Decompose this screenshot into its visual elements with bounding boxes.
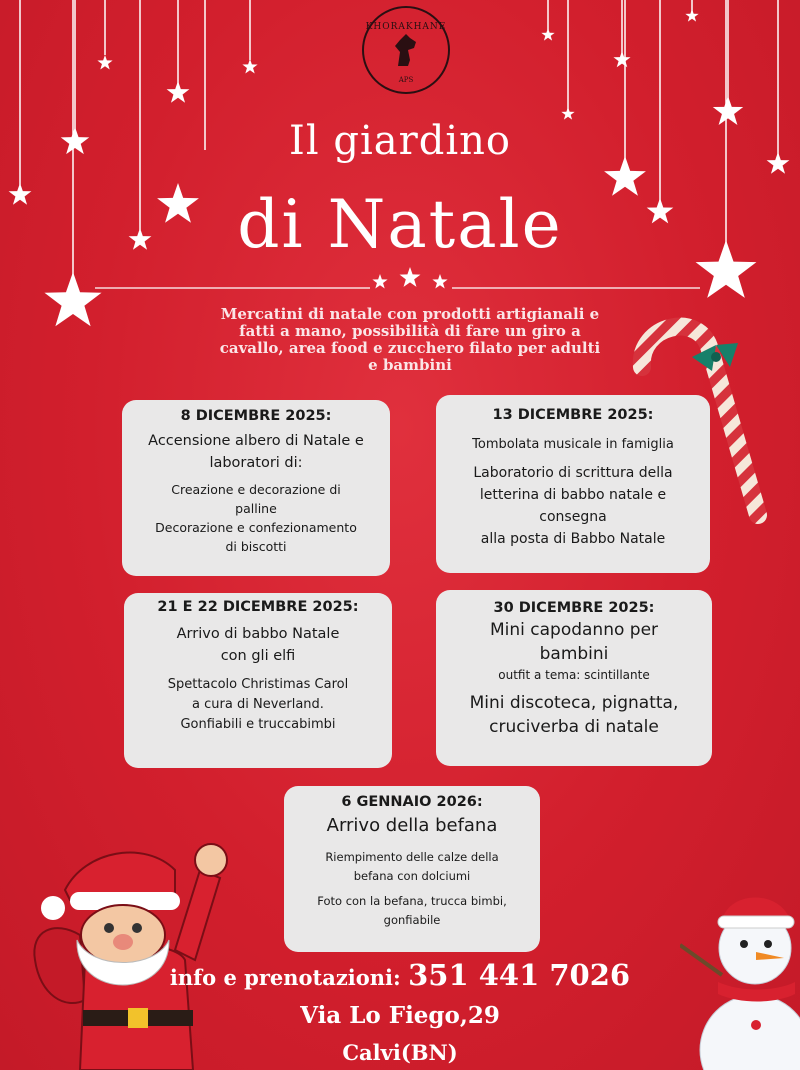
subtitle-line: e bambini (368, 356, 452, 374)
event-detail: Gonfiabili e truccabimbi (180, 717, 336, 732)
event-detail: Decorazione e confezionamento (155, 520, 357, 535)
event-card-13-dicembre (436, 395, 710, 573)
event-detail: Laboratorio di scrittura della (473, 465, 673, 481)
event-date: 30 DICEMBRE 2025: (493, 600, 655, 616)
event-detail: letterina di babbo natale e (479, 487, 667, 503)
event-date: 6 GENNAIO 2026: (341, 794, 483, 810)
event-note: outfit a tema: scintillante (498, 668, 650, 682)
event-detail: cruciverba di natale (489, 717, 659, 737)
title-line-2: di Natale (237, 186, 563, 263)
event-main: laboratori di: (209, 455, 303, 471)
contact-city: Calvi(BN) (342, 1040, 458, 1065)
event-detail: alla posta di Babbo Natale (480, 531, 666, 547)
event-detail: Riempimento delle calze della (325, 850, 499, 864)
subtitle (205, 306, 615, 374)
event-detail: befana con dolciumi (353, 869, 471, 883)
event-detail: Spettacolo Christimas Carol (167, 677, 349, 692)
contact-label: info e prenotazioni: (169, 965, 401, 990)
event-main: bambini (539, 644, 609, 664)
event-detail: Mini discoteca, pignatta, (469, 693, 679, 713)
horse-logo-icon (386, 30, 426, 70)
subtitle-line: fatti a mano, possibilità di fare un giro a (239, 322, 581, 340)
event-detail: a cura di Neverland. (192, 697, 324, 712)
event-main: con gli elfi (220, 648, 296, 664)
event-main: Arrivo della befana (326, 815, 498, 836)
logo-name: KHORAKHANE (365, 22, 447, 32)
title-line-1: Il giardino (289, 118, 511, 164)
contact-address: Via Lo Fiego,29 (300, 1002, 500, 1029)
event-card-8-dicembre (122, 400, 390, 576)
logo-suffix: APS (398, 76, 414, 84)
event-detail: Creazione e decorazione di (171, 482, 341, 497)
event-detail: di biscotti (225, 539, 287, 554)
event-card-30-dicembre (436, 590, 712, 766)
event-date: 13 DICEMBRE 2025: (492, 407, 654, 423)
contact-line (0, 958, 800, 992)
subtitle-line: Mercatini di natale con prodotti artigianali e (220, 305, 600, 323)
event-main: Accensione albero di Natale e (148, 433, 364, 449)
event-detail: gonfiabile (383, 913, 441, 927)
event-detail: Foto con la befana, trucca bimbi, (317, 894, 507, 908)
subtitle-line: cavallo, area food e zucchero filato per adulti (219, 339, 601, 357)
event-detail: consegna (539, 509, 607, 525)
event-card-6-gennaio (284, 786, 540, 952)
event-main: Mini capodanno per (489, 620, 659, 640)
event-date: 21 E 22 DICEMBRE 2025: (157, 599, 359, 615)
event-detail: palline (235, 501, 277, 516)
santa-claus-icon (25, 830, 240, 1070)
association-logo (362, 6, 450, 94)
event-main: Tombolata musicale in famiglia (472, 437, 674, 452)
contact-phone: 351 441 7026 (408, 958, 631, 992)
event-main: Arrivo di babbo Natale (176, 626, 340, 642)
event-card-21-22-dicembre (124, 593, 392, 768)
event-date: 8 DICEMBRE 2025: (180, 408, 332, 424)
